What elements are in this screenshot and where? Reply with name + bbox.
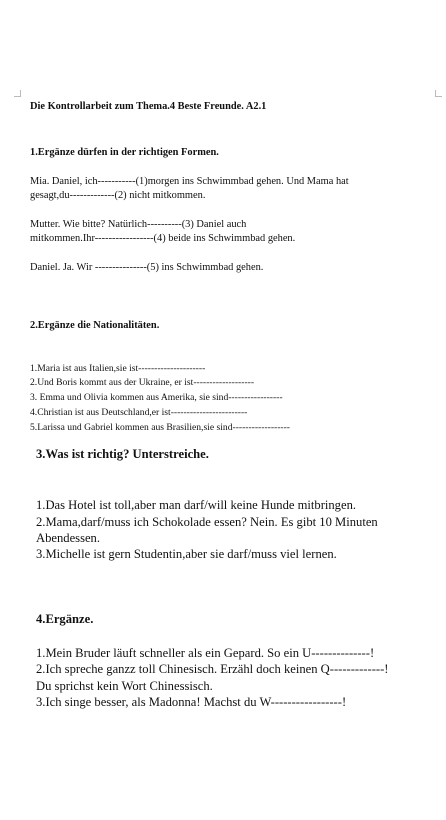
section-1-line: mitkommen.Ihr-----------------(4) beide ins Schwimmbad gehen. [30, 233, 296, 244]
section-3-heading: 3.Was ist richtig? Unterstreiche. [36, 447, 209, 461]
section-4-line: Du sprichst kein Wort Chinessisch. [36, 679, 213, 693]
section-1-line: Mia. Daniel, ich-----------(1)morgen ins Schwimmbad gehen. Und Mama hat [30, 176, 349, 187]
document-title: Die Kontrollarbeit zum Thema.4 Beste Freunde. A2.1 [30, 101, 267, 112]
section-4-line: 1.Mein Bruder läuft schneller als ein Gepard. So ein U--------------! [36, 646, 375, 660]
page-corner-mark [435, 90, 442, 97]
section-2-line: 2.Und Boris kommt aus der Ukraine, er ist------------------- [30, 377, 255, 388]
section-2-line: 5.Larissa und Gabriel kommen aus Brasilien,sie sind------------------ [30, 422, 291, 433]
section-2-heading: 2.Ergänze die Nationalitäten. [30, 320, 160, 331]
section-4-line: 3.Ich singe besser, als Madonna! Machst du W-----------------! [36, 695, 347, 709]
page-corner-mark [14, 90, 21, 97]
section-4-line: 2.Ich spreche ganzz toll Chinesisch. Erzähl doch keinen Q-------------! [36, 662, 389, 676]
section-3-line: 1.Das Hotel ist toll,aber man darf/will keine Hunde mitbringen. [36, 498, 357, 512]
section-1-line: gesagt,du-------------(2) nicht mitkommen. [30, 190, 206, 201]
section-1-line: Mutter. Wie bitte? Natürlich----------(3) Daniel auch [30, 219, 247, 230]
section-1-heading: 1.Ergänze dürfen in der richtigen Formen. [30, 147, 219, 158]
section-3-line: Abendessen. [36, 531, 101, 545]
section-3-line: 2.Mama,darf/muss ich Schokolade essen? Nein. Es gibt 10 Minuten [36, 515, 378, 529]
section-3-line: 3.Michelle ist gern Studentin,aber sie darf/muss viel lernen. [36, 547, 337, 561]
section-2-line: 4.Christian ist aus Deutschland,er ist------------------------ [30, 407, 248, 418]
section-4-heading: 4.Ergänze. [36, 612, 94, 626]
section-1-line: Daniel. Ja. Wir ---------------(5) ins Schwimmbad gehen. [30, 262, 264, 273]
section-2-line: 1.Maria ist aus Italien,sie ist--------------------- [30, 363, 206, 374]
section-2-line: 3. Emma und Olivia kommen aus Amerika, sie sind----------------- [30, 392, 283, 403]
